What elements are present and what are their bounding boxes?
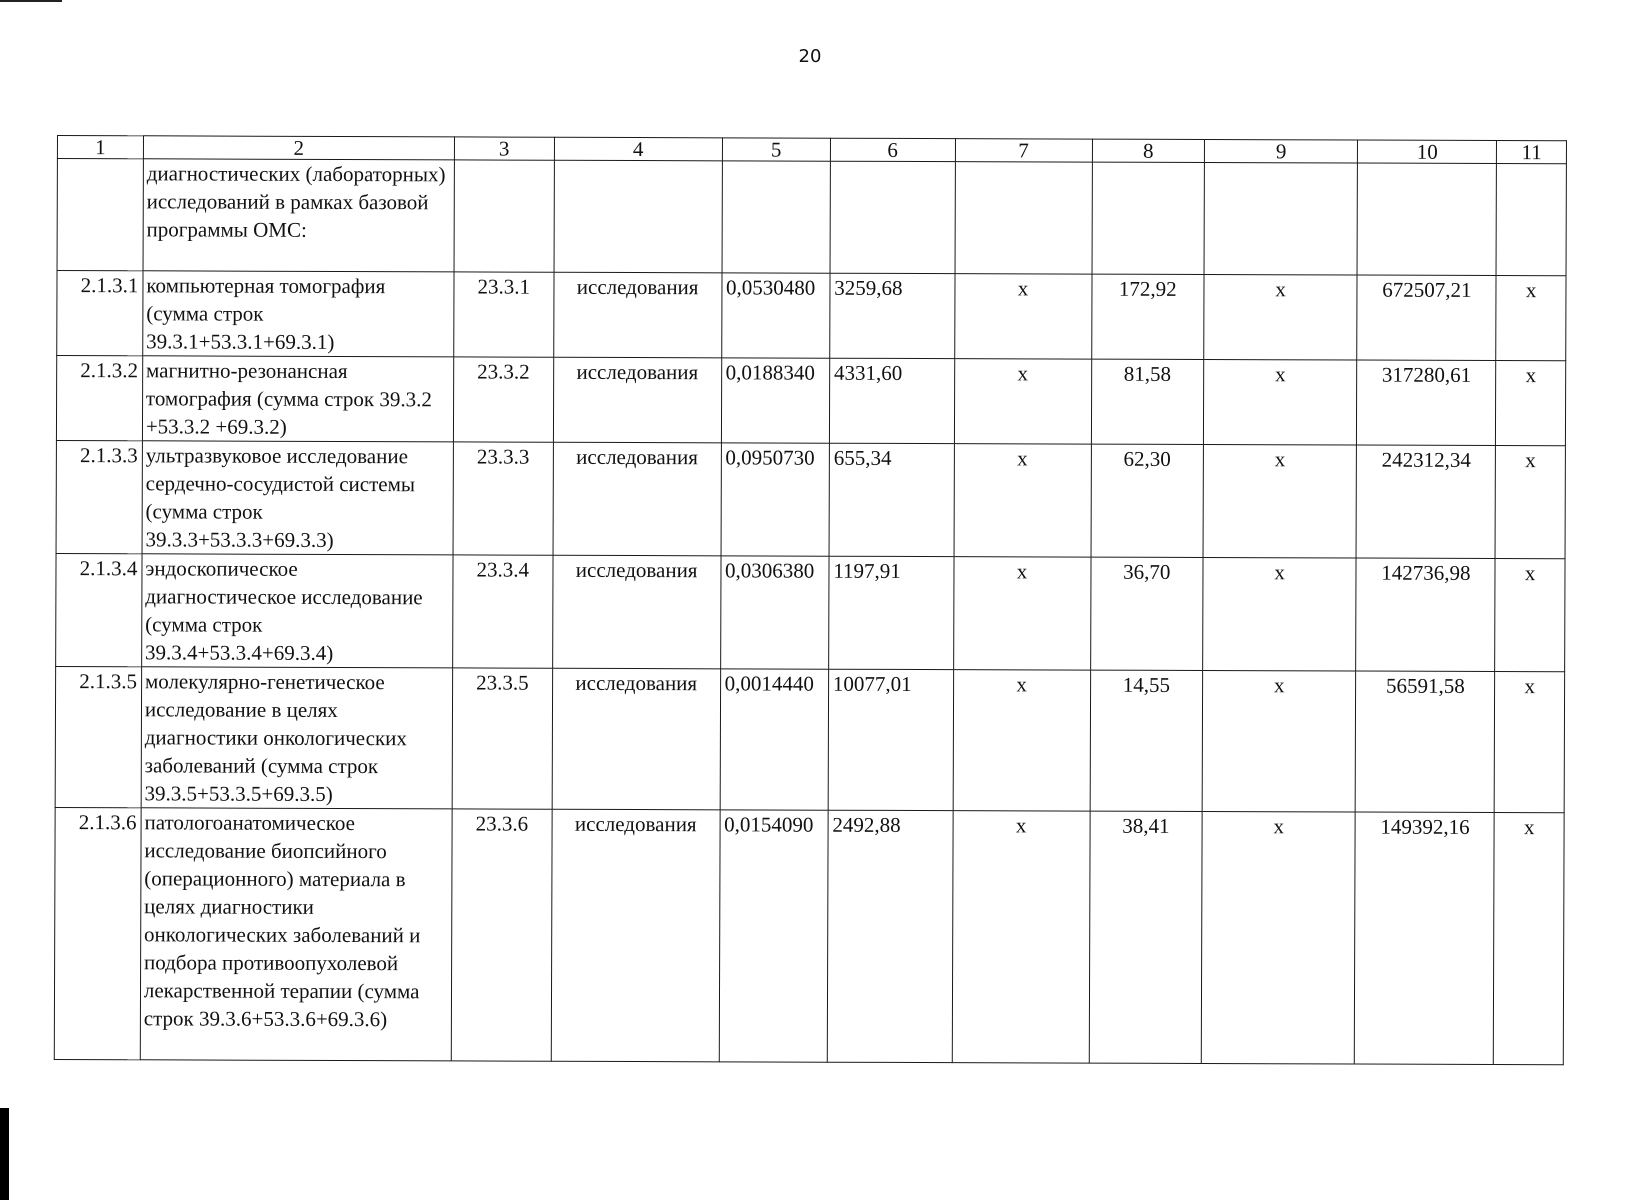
row-unit: исследования — [551, 809, 720, 1062]
row-number: 2.1.3.5 — [55, 666, 141, 807]
row-col8: 172,92 — [1091, 274, 1204, 359]
table-row — [56, 356, 1565, 446]
column-header: 11 — [1497, 141, 1567, 164]
row-unit: исследования — [554, 272, 722, 358]
row-col5: 0,0188340 — [721, 358, 830, 443]
row-number: 2.1.3.3 — [56, 440, 142, 553]
row-col10: 142736,98 — [1356, 558, 1495, 671]
row-unit: исследования — [553, 357, 721, 443]
row-code: 23.3.2 — [453, 357, 553, 442]
row-name: ультразвуковое исследование сердечно-сосудистой системы (сумма строк 39.3.3+53.3.3+69.3.3) — [142, 441, 453, 555]
row-col5: 0,0306380 — [720, 556, 829, 669]
table-row — [57, 159, 1566, 276]
data-table — [54, 135, 1567, 1065]
row-col6: 10077,01 — [828, 669, 953, 810]
row-col11 — [1496, 164, 1566, 276]
row-col11: х — [1495, 672, 1565, 813]
row-col10: 242312,34 — [1356, 445, 1495, 558]
row-col8 — [1092, 162, 1205, 274]
row-unit: исследования — [552, 668, 720, 810]
row-name: магнитно-резонансная томография (сумма строк 39.3.2 +53.3.2 +69.3.2) — [142, 356, 453, 442]
row-number — [57, 159, 143, 271]
row-number: 2.1.3.1 — [57, 271, 143, 356]
row-col6: 1197,91 — [828, 556, 953, 669]
row-col7: х — [953, 670, 1090, 811]
row-col6: 655,34 — [829, 443, 954, 556]
row-name: молекулярно-генетическое исследование в целях диагностики онкологических заболеваний (сумма строк 39.3.5+53.3.5+69.3.5) — [141, 667, 452, 809]
row-name: компьютерная томография (сумма строк 39.3.1+53.3.1+69.3.1) — [143, 271, 454, 357]
row-col7: х — [954, 274, 1091, 359]
row-col8: 38,41 — [1089, 811, 1202, 1063]
table-row — [56, 440, 1565, 558]
row-col8: 36,70 — [1090, 557, 1203, 670]
row-col5: 0,0014440 — [720, 669, 829, 810]
row-name: эндоскопическое диагностическое исследование (сумма строк 39.3.4+53.3.4+69.3.4) — [142, 554, 453, 668]
column-header: 10 — [1358, 140, 1497, 163]
row-code: 23.3.4 — [452, 555, 553, 668]
row-col11: х — [1496, 276, 1566, 361]
row-col5: 0,0530480 — [721, 273, 830, 358]
row-col10: 56591,58 — [1356, 671, 1496, 812]
row-col5: 0,0950730 — [721, 443, 830, 556]
row-col7: х — [953, 557, 1090, 670]
column-header: 5 — [722, 138, 830, 161]
row-col9 — [1204, 163, 1358, 276]
row-name: диагностических (лабораторных) исследований в рамках базовой программы ОМС: — [143, 159, 454, 272]
row-name: патологоанатомическое исследование биопсийного (операционного) материала в целях диагностики онкологических заболеваний и подбора противоопухолевой лекарственной терапии (сумма строк 39.3.6+53.3.6+69.3.6) — [140, 808, 452, 1061]
row-col7: х — [954, 359, 1091, 444]
row-col6: 4331,60 — [829, 358, 954, 443]
table-row — [54, 807, 1564, 1064]
column-header: 9 — [1204, 140, 1357, 164]
row-col11: х — [1495, 446, 1565, 559]
scan-edge-mark — [0, 1108, 9, 1200]
row-col9: х — [1203, 558, 1357, 672]
top-rule — [0, 0, 62, 2]
row-col6: 3259,68 — [830, 273, 955, 358]
row-col10: 149392,16 — [1355, 812, 1495, 1064]
row-col10 — [1357, 163, 1496, 275]
row-number: 2.1.3.6 — [54, 807, 141, 1059]
row-code: 23.3.3 — [453, 442, 554, 555]
row-col9: х — [1204, 275, 1358, 361]
row-col8: 81,58 — [1091, 359, 1204, 444]
row-number: 2.1.3.2 — [56, 356, 142, 441]
row-unit: исследования — [552, 555, 720, 669]
row-col9: х — [1203, 445, 1357, 559]
row-col5: 0,0154090 — [719, 810, 828, 1062]
row-code: 23.3.5 — [452, 668, 553, 809]
row-col5 — [722, 161, 831, 273]
row-col9: х — [1201, 812, 1355, 1065]
row-unit: исследования — [553, 442, 721, 556]
row-col11: х — [1495, 559, 1565, 672]
column-header: 8 — [1092, 139, 1205, 162]
row-col9: х — [1202, 671, 1356, 813]
column-header: 1 — [57, 136, 143, 159]
row-col7: х — [954, 444, 1091, 557]
row-code: 23.3.6 — [451, 809, 552, 1061]
table-row — [55, 666, 1564, 812]
row-col9: х — [1203, 360, 1357, 446]
column-header: 6 — [830, 138, 955, 161]
row-col6: 2492,88 — [827, 810, 953, 1062]
column-header: 4 — [554, 137, 722, 161]
row-code — [454, 160, 555, 272]
table-row — [56, 553, 1565, 671]
row-code: 23.3.1 — [453, 272, 553, 357]
column-header: 2 — [143, 136, 454, 160]
row-col10: 317280,61 — [1357, 360, 1496, 445]
page-number: 20 — [798, 46, 822, 67]
row-unit — [554, 160, 722, 273]
column-header: 3 — [454, 137, 554, 160]
row-col8: 62,30 — [1091, 444, 1204, 557]
row-col11: х — [1496, 361, 1566, 446]
row-col7: х — [952, 811, 1090, 1063]
row-col7 — [955, 162, 1092, 274]
column-header: 7 — [955, 139, 1092, 162]
row-col11: х — [1494, 813, 1564, 1065]
row-col6 — [830, 161, 955, 273]
row-col8: 14,55 — [1090, 670, 1203, 811]
row-col10: 672507,21 — [1357, 275, 1496, 360]
table-row — [57, 271, 1566, 361]
row-number: 2.1.3.4 — [56, 553, 142, 666]
